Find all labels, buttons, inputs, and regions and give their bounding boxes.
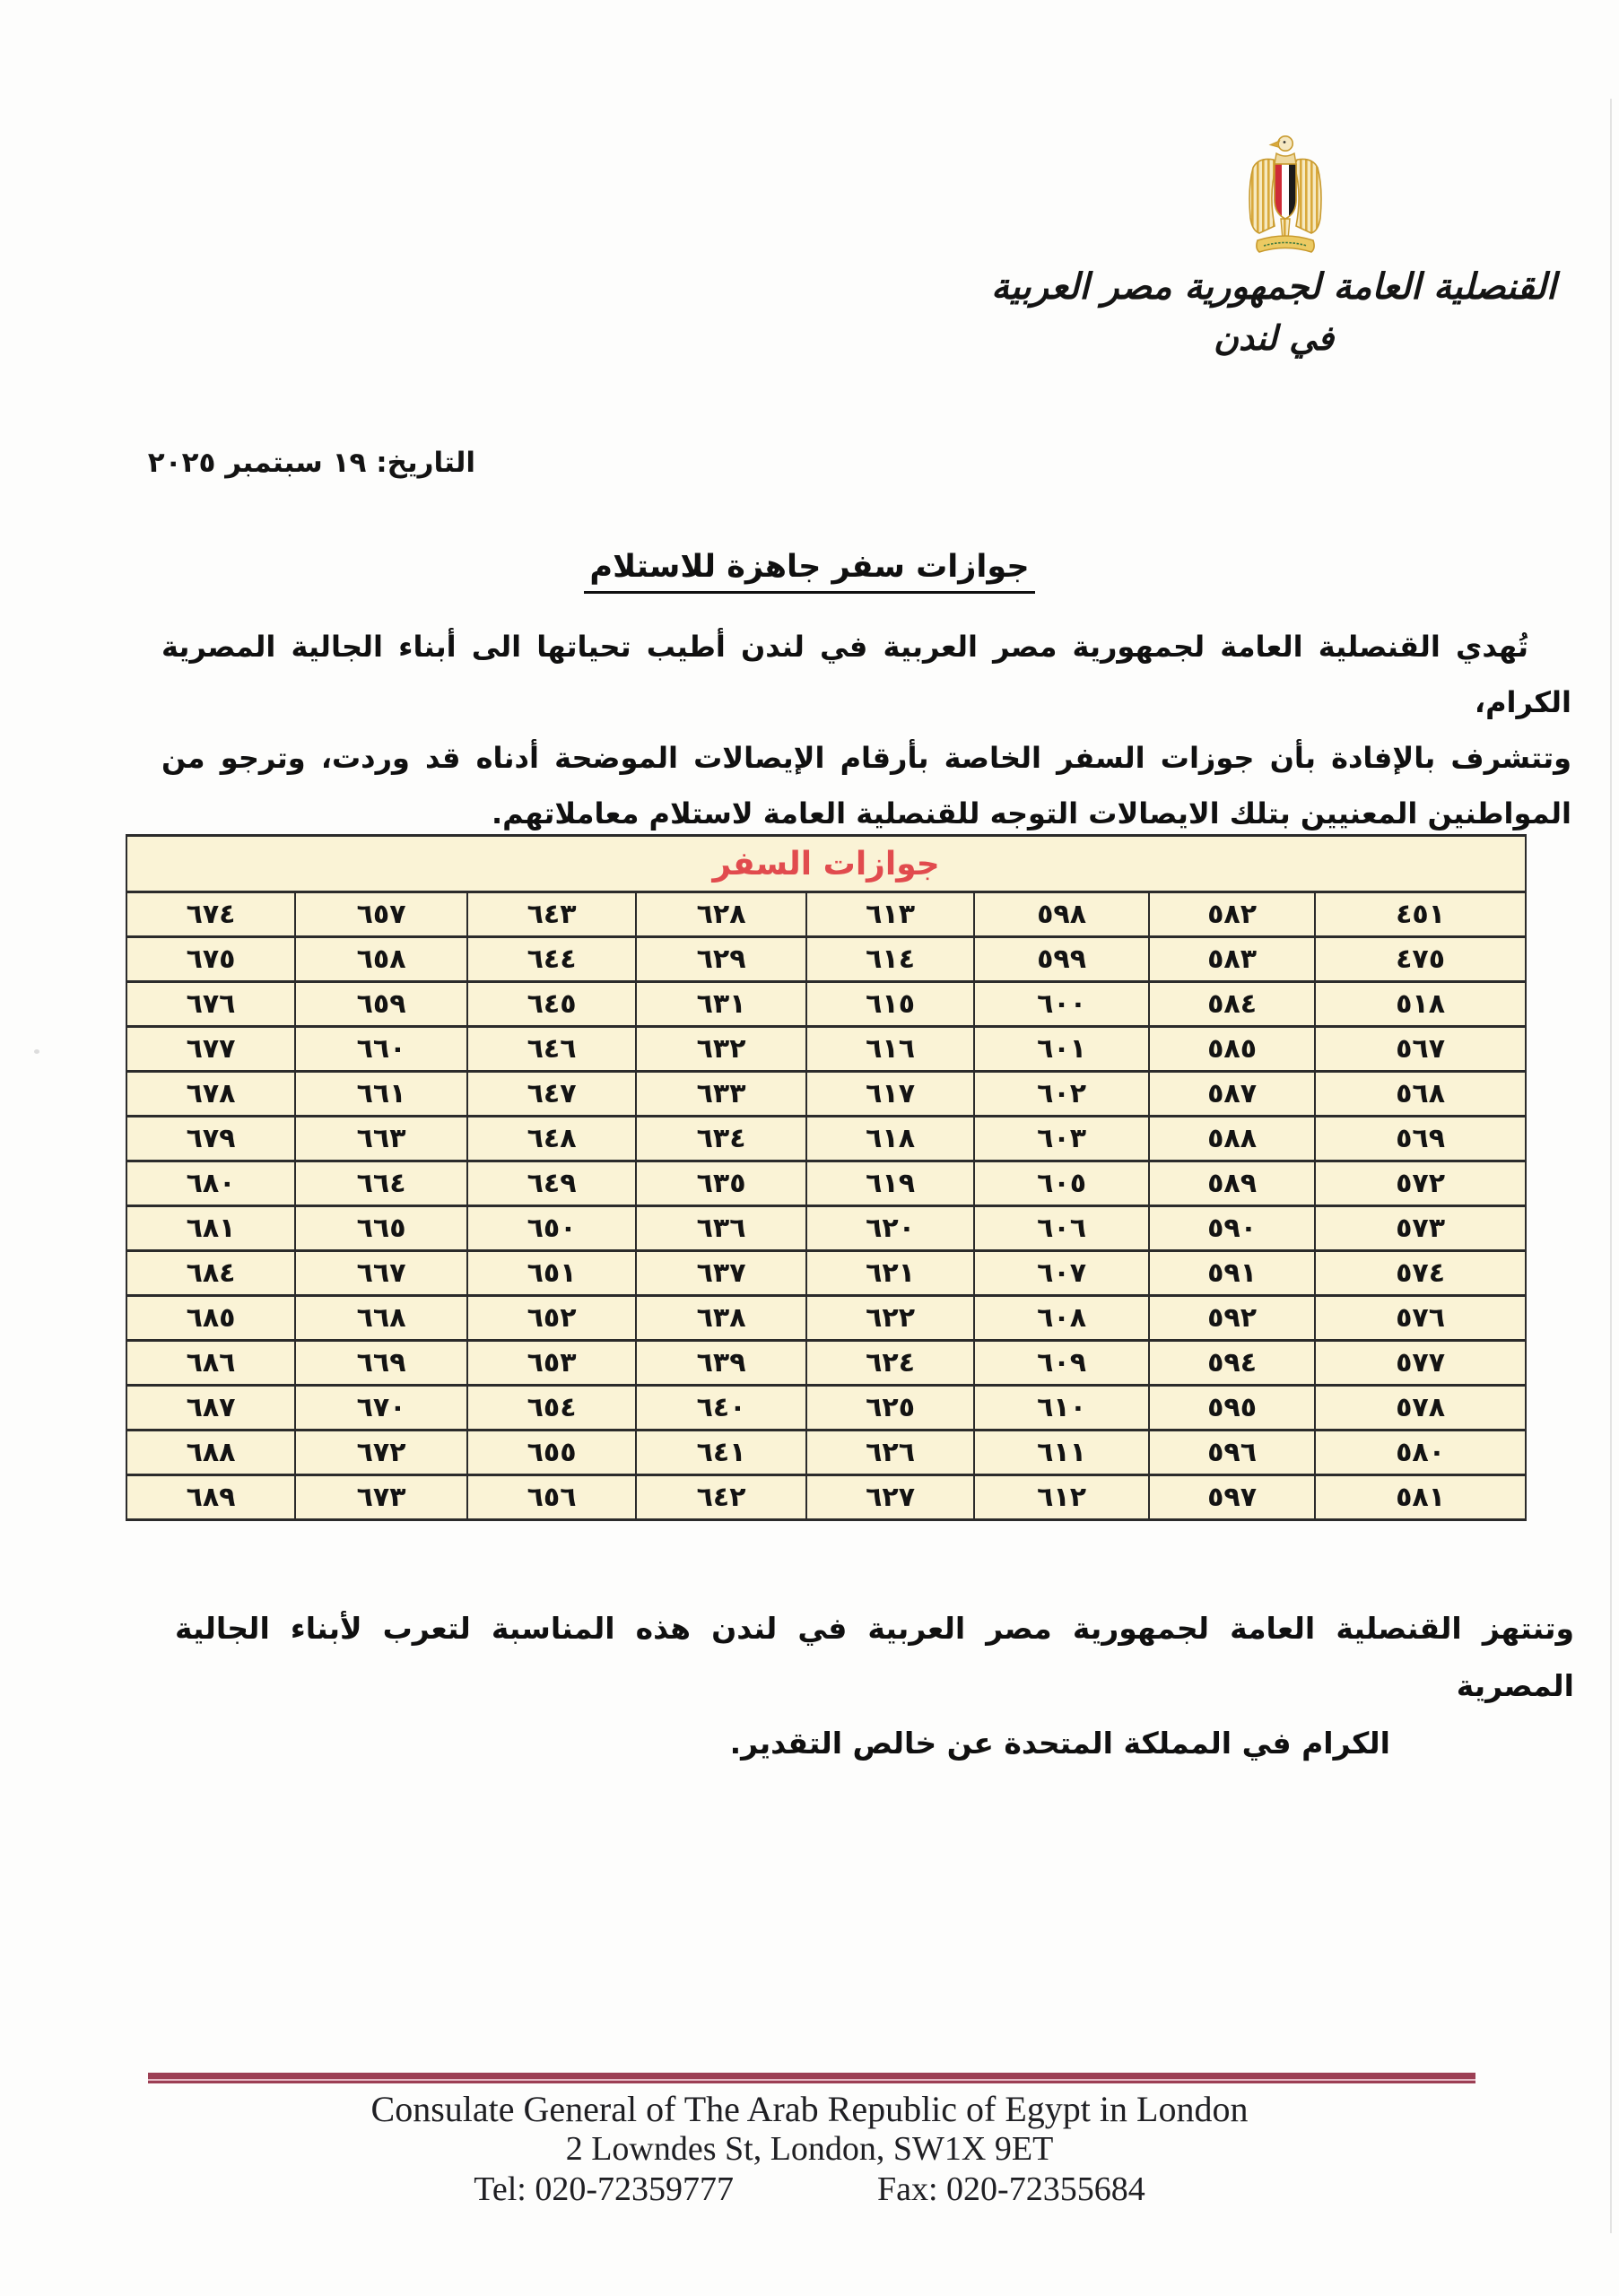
passport-number-cell: ٥٨٣ [1149,937,1315,982]
date-line: التاريخ: ١٩ سبتمبر ٢٠٢٥ [147,447,475,479]
passport-number-cell: ٦٧٥ [126,937,295,982]
passport-number-cell: ٥٩٦ [1149,1431,1315,1475]
passport-number-cell: ٥٧٦ [1315,1296,1526,1341]
passport-number-cell: ٦٨٧ [126,1386,295,1431]
passport-number-cell: ٥٧٧ [1315,1341,1526,1386]
consulate-name-line2: في لندن [1214,318,1334,358]
passport-number-cell: ٦٠٩ [974,1341,1149,1386]
passport-number-cell: ٦٠٦ [974,1206,1149,1251]
consulate-name-arabic [933,262,1615,364]
footer-rule-thin [148,2081,1475,2083]
passport-number-cell: ٦٨٩ [126,1475,295,1520]
passport-table-body [126,892,1526,1520]
passport-number-cell: ٥٧٨ [1315,1386,1526,1431]
table-title-row [126,836,1526,892]
passport-number-cell: ٦٥٢ [467,1296,636,1341]
passport-number-cell: ٦١١ [974,1431,1149,1475]
passport-number-cell: ٦٧٣ [295,1475,467,1520]
footer [0,2090,1619,2209]
footer-rule-band [148,2073,1475,2079]
passport-number-cell: ٥٨٩ [1149,1161,1315,1206]
table-row [126,1117,1526,1161]
paragraph-line: تُهدي القنصلية العامة لجمهورية مصر العربية في لندن أطيب تحياتها الى أبناء الجالية المصرية الكرام، [161,630,1571,719]
passport-number-cell: ٥٩١ [1149,1251,1315,1296]
passport-number-cell: ٥٨٨ [1149,1117,1315,1161]
passport-number-cell: ٦٠٠ [974,982,1149,1027]
passport-number-cell: ٦١٢ [974,1475,1149,1520]
passport-number-cell: ٦٤٤ [467,937,636,982]
table-row [126,1431,1526,1475]
passport-number-cell: ٥٩٢ [1149,1296,1315,1341]
passport-number-cell: ٦٢٧ [806,1475,974,1520]
passport-number-cell: ٦٠٢ [974,1072,1149,1117]
passport-number-cell: ٦٦٤ [295,1161,467,1206]
passport-number-cell: ٦٠١ [974,1027,1149,1072]
passport-number-cell: ٦١٤ [806,937,974,982]
closing-paragraph [175,1600,1574,1772]
passport-number-cell: ٦٢٥ [806,1386,974,1431]
passport-number-cell: ٥٧٢ [1315,1161,1526,1206]
eagle-of-saladin-icon [1239,132,1332,257]
passport-number-cell: ٥٨٤ [1149,982,1315,1027]
passport-number-cell: ٦١٣ [806,892,974,937]
footer-telfax-row [0,2170,1619,2209]
passport-number-cell: ٦٦٥ [295,1206,467,1251]
passport-number-cell: ٤٧٥ [1315,937,1526,982]
passport-number-cell: ٦١٩ [806,1161,974,1206]
passport-number-cell: ٥٩٠ [1149,1206,1315,1251]
passport-number-cell: ٦٢٤ [806,1341,974,1386]
notice-title-wrap [0,549,1619,594]
passport-number-cell: ٦١٠ [974,1386,1149,1431]
passport-number-cell: ٦٥٣ [467,1341,636,1386]
passport-number-cell: ٥٧٣ [1315,1206,1526,1251]
passport-number-cell: ٦٥٧ [295,892,467,937]
table-row [126,1341,1526,1386]
passport-number-cell: ٥٩٤ [1149,1341,1315,1386]
passport-number-cell: ٦٣٨ [636,1296,806,1341]
passport-number-cell: ٦٤٢ [636,1475,806,1520]
passport-number-cell: ٦٥٦ [467,1475,636,1520]
passport-number-cell: ٦٣١ [636,982,806,1027]
table-row [126,1296,1526,1341]
passport-number-cell: ٦٤٦ [467,1027,636,1072]
egypt-coat-of-arms [1239,132,1332,257]
footer-address: 2 Lowndes St, London, SW1X 9ET [565,2130,1054,2168]
passport-number-cell: ٥٦٩ [1315,1117,1526,1161]
passport-number-cell: ٦٧٢ [295,1431,467,1475]
passport-number-cell: ٦٨٠ [126,1161,295,1206]
table-title: جوازات السفر [126,836,1526,892]
passport-number-cell: ٥٨١ [1315,1475,1526,1520]
passport-number-cell: ٥٩٥ [1149,1386,1315,1431]
passport-number-cell: ٥٨٠ [1315,1431,1526,1475]
passport-number-cell: ٦٤٩ [467,1161,636,1206]
table-row [126,1161,1526,1206]
passport-number-cell: ٦٣٧ [636,1251,806,1296]
consulate-name-line1: القنصلية العامة لجمهورية مصر العربية [990,266,1557,308]
passport-number-cell: ٥٩٩ [974,937,1149,982]
passport-number-cell: ٦٨٦ [126,1341,295,1386]
passport-number-cell: ٦٢٩ [636,937,806,982]
passport-number-cell: ٦٢٠ [806,1206,974,1251]
passport-number-cell: ٦٤٧ [467,1072,636,1117]
table-row [126,1251,1526,1296]
passport-number-cell: ٦٤٥ [467,982,636,1027]
passport-number-cell: ٦١٧ [806,1072,974,1117]
passport-number-cell: ٦٣٣ [636,1072,806,1117]
passport-number-cell: ٦٤٠ [636,1386,806,1431]
passport-number-cell: ٦٧٦ [126,982,295,1027]
passport-number-cell: ٦٥٤ [467,1386,636,1431]
passport-number-cell: ٦٤٣ [467,892,636,937]
passport-number-cell: ٦١٥ [806,982,974,1027]
passport-number-cell: ٦٥٠ [467,1206,636,1251]
passport-number-cell: ٥٧٤ [1315,1251,1526,1296]
passport-number-cell: ٤٥١ [1315,892,1526,937]
passport-number-cell: ٦٧٧ [126,1027,295,1072]
closing-line: الكرام في المملكة المتحدة عن خالص التقدير. [729,1726,1390,1761]
scan-speck [34,1049,39,1054]
passport-number-cell: ٦٦٨ [295,1296,467,1341]
passport-number-cell: ٦٣٦ [636,1206,806,1251]
table-row [126,1386,1526,1431]
passport-number-cell: ٦٧٤ [126,892,295,937]
passport-number-cell: ٦٠٥ [974,1161,1149,1206]
passport-number-cell: ٦٢٢ [806,1296,974,1341]
passport-number-cell: ٦٨٤ [126,1251,295,1296]
passport-number-cell: ٦٨٨ [126,1431,295,1475]
footer-tel: Tel: 020-72359777 [474,2170,734,2208]
passport-number-cell: ٦٣٤ [636,1117,806,1161]
table-row [126,937,1526,982]
passport-number-cell: ٥٩٨ [974,892,1149,937]
passport-number-cell: ٥٨٧ [1149,1072,1315,1117]
passport-number-cell: ٦٥١ [467,1251,636,1296]
passport-number-cell: ٦٠٧ [974,1251,1149,1296]
passport-number-cell: ٥٨٥ [1149,1027,1315,1072]
passport-number-cell: ٥٩٧ [1149,1475,1315,1520]
paragraph-line: وتتشرف بالإفادة بأن جوزات السفر الخاصة بأرقام الإيصالات الموضحة أدناه قد وردت، وترجو من [161,741,1571,775]
table-row [126,1206,1526,1251]
scan-edge-line [1610,99,1612,2233]
passport-number-cell: ٥١٨ [1315,982,1526,1027]
passport-number-cell: ٦٧٠ [295,1386,467,1431]
passport-number-cell: ٦٥٩ [295,982,467,1027]
passport-number-cell: ٦٢٦ [806,1431,974,1475]
passport-number-cell: ٥٨٢ [1149,892,1315,937]
passport-number-cell: ٦٦٩ [295,1341,467,1386]
passport-number-cell: ٦٦٧ [295,1251,467,1296]
footer-rule [148,2073,1475,2083]
table-row [126,982,1526,1027]
passport-number-cell: ٦٥٨ [295,937,467,982]
passport-number-cell: ٦٦٠ [295,1027,467,1072]
table-row [126,1072,1526,1117]
passport-number-cell: ٦٢٨ [636,892,806,937]
passport-number-cell: ٦٢١ [806,1251,974,1296]
passport-table [126,834,1527,1521]
passport-number-cell: ٦٥٥ [467,1431,636,1475]
passport-number-cell: ٥٦٧ [1315,1027,1526,1072]
passport-number-cell: ٦٨١ [126,1206,295,1251]
passport-number-cell: ٦٣٩ [636,1341,806,1386]
passport-number-cell: ٦٤٨ [467,1117,636,1161]
passport-number-cell: ٦٣٥ [636,1161,806,1206]
table-row [126,1027,1526,1072]
table-row [126,892,1526,937]
passport-number-cell: ٦٣٢ [636,1027,806,1072]
passport-number-cell: ٦٠٣ [974,1117,1149,1161]
passport-number-cell: ٦٤١ [636,1431,806,1475]
table-row [126,1475,1526,1520]
passport-number-cell: ٦٧٩ [126,1117,295,1161]
notice-title: جوازات سفر جاهزة للاستلام [584,549,1034,594]
passport-number-cell: ٥٦٨ [1315,1072,1526,1117]
passport-number-cell: ٦١٦ [806,1027,974,1072]
passport-number-cell: ٦٦٣ [295,1117,467,1161]
paragraph-line: المواطنين المعنيين بتلك الايصالات التوجه للقنصلية العامة لاستلام معاملاتهم. [491,796,1571,831]
passport-number-cell: ٦٨٥ [126,1296,295,1341]
closing-line: وتنتهز القنصلية العامة لجمهورية مصر العربية في لندن هذه المناسبة لتعرب لأبناء الجالية المصرية [175,1611,1574,1703]
passport-number-cell: ٦١٨ [806,1117,974,1161]
passport-number-cell: ٦٠٨ [974,1296,1149,1341]
footer-org-name: Consulate General of The Arab Republic of Egypt in London [370,2089,1249,2129]
passport-number-cell: ٦٧٨ [126,1072,295,1117]
passport-number-cell: ٦٦١ [295,1072,467,1117]
footer-fax: Fax: 020-72355684 [876,2170,1145,2208]
notice-paragraph [161,619,1571,841]
